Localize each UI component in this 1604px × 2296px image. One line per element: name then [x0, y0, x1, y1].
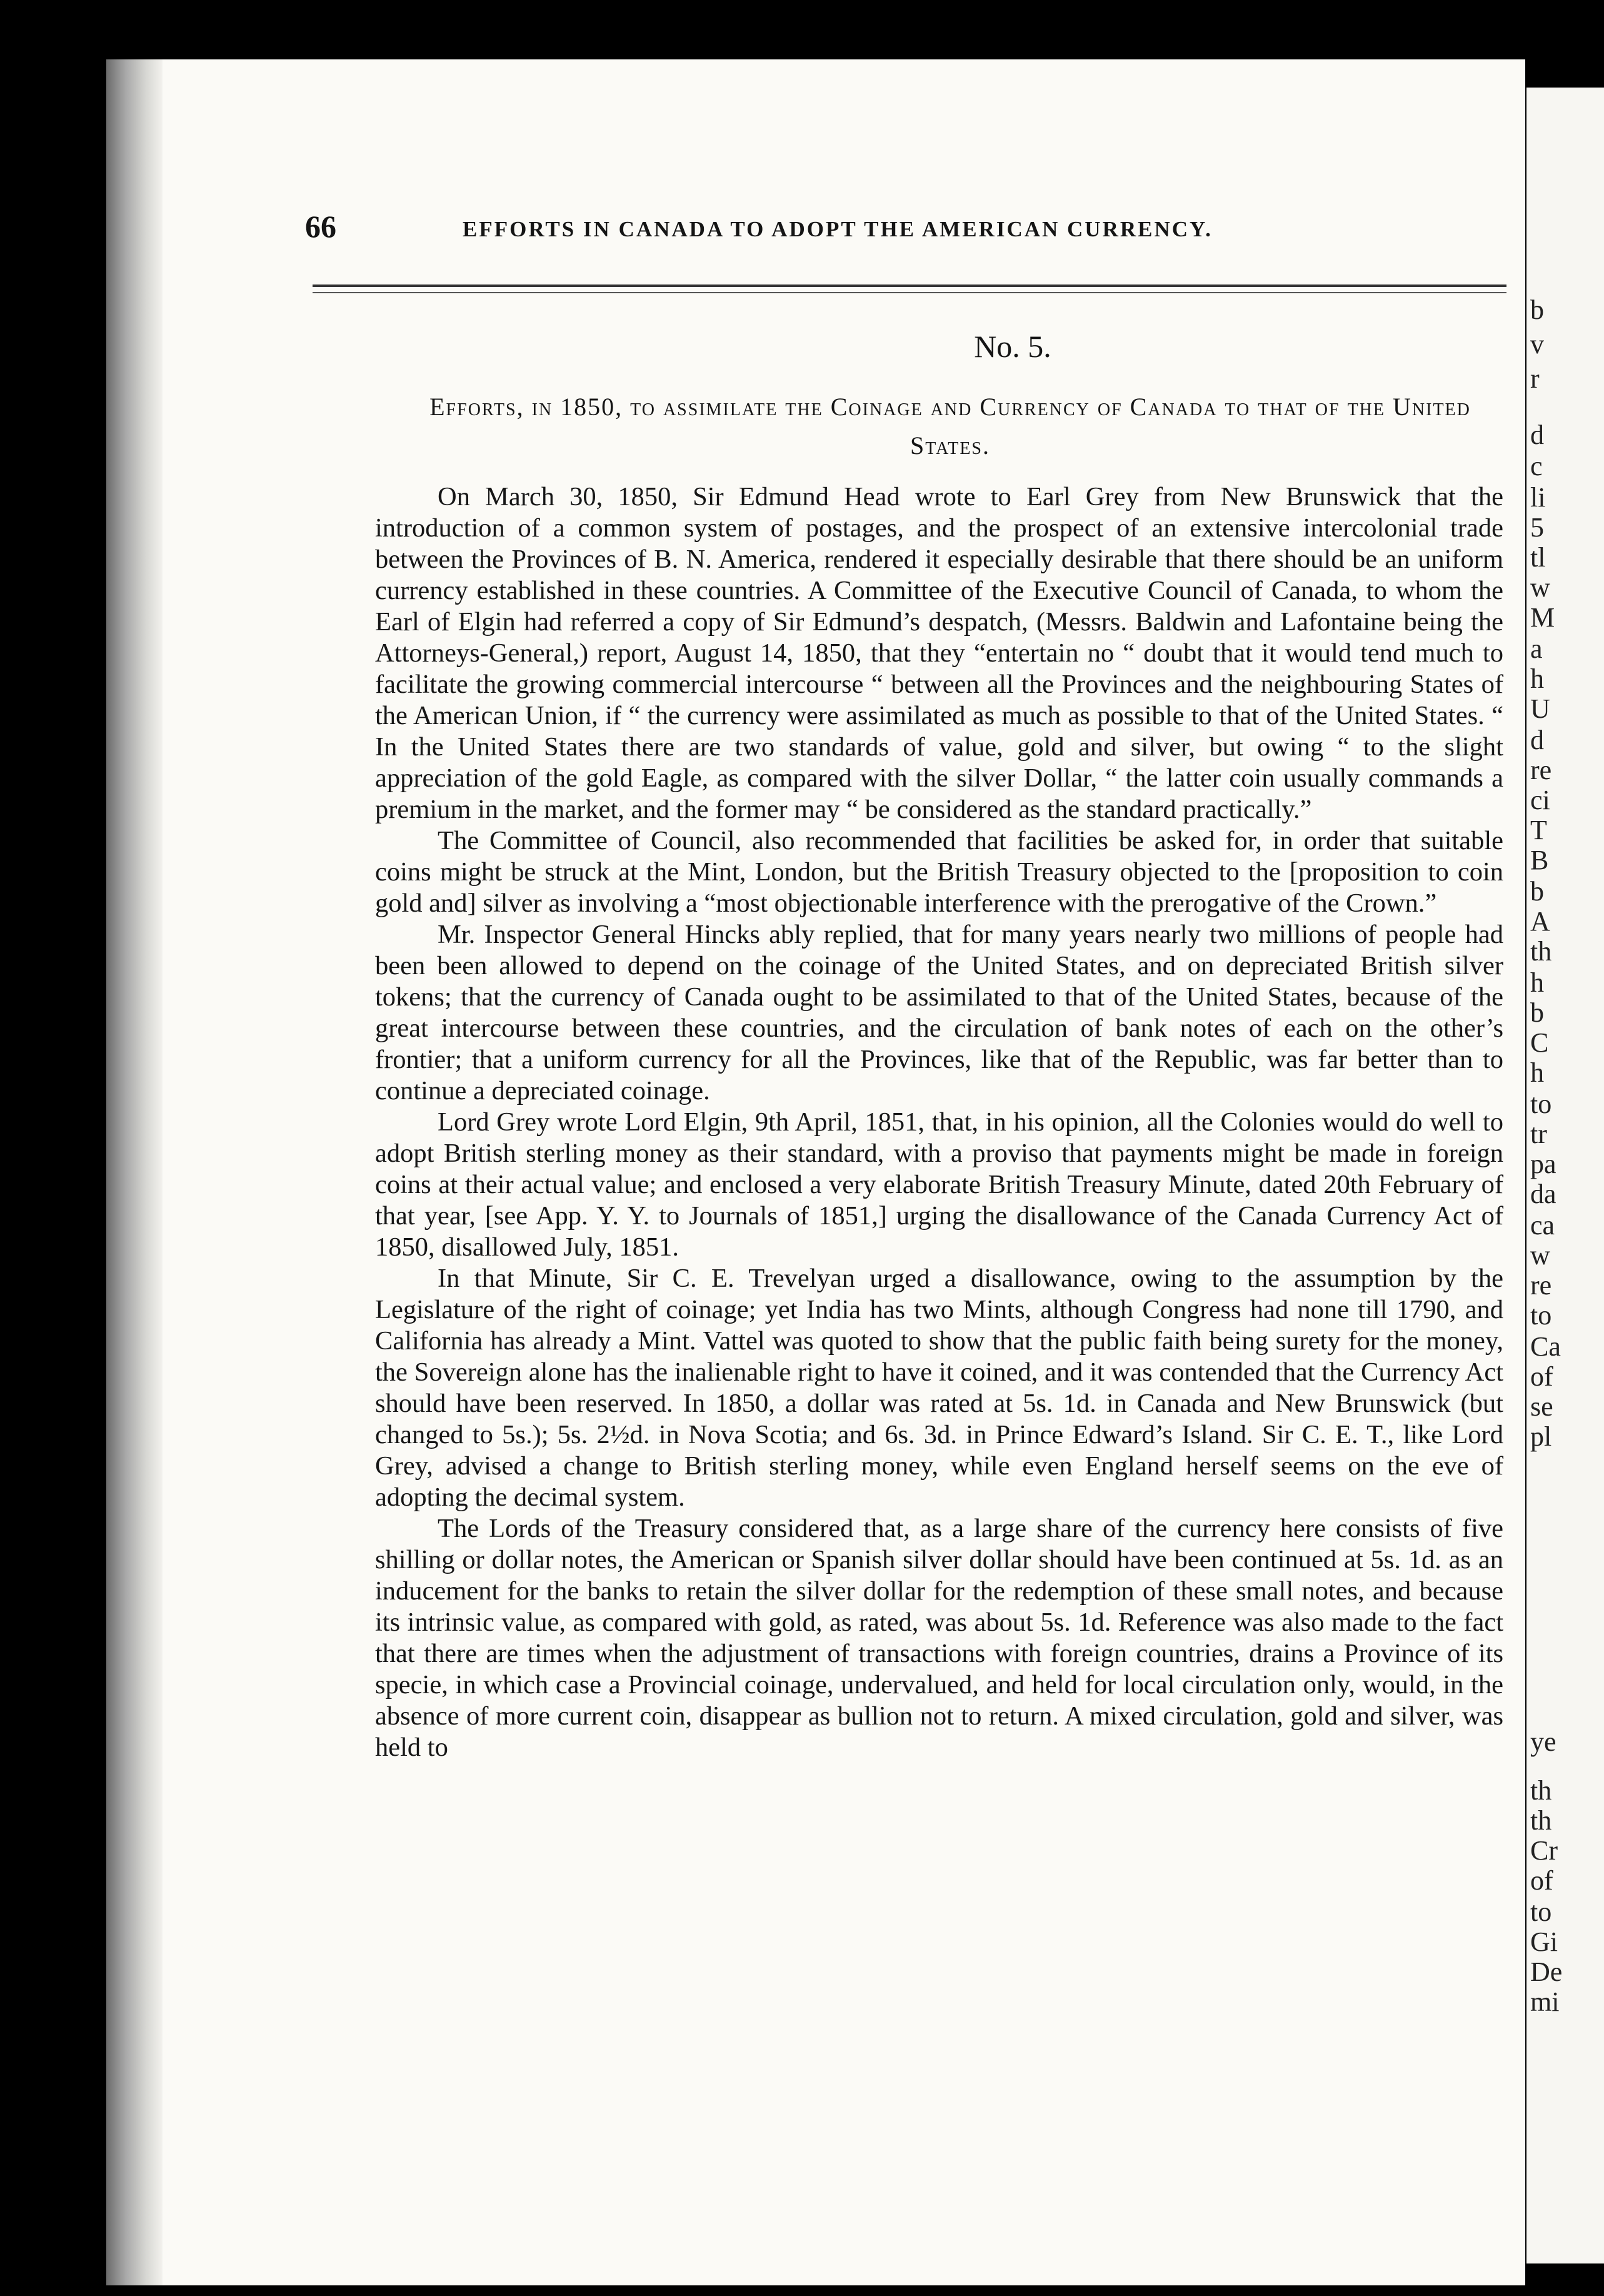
- adjacent-page-text-fragment: r: [1530, 363, 1540, 394]
- body-paragraph: Lord Grey wrote Lord Elgin, 9th April, 1851, that, in his opinion, all the Colonies would do well to adopt British sterling money as their standard, with a proviso that payments might be made in foreign coins at their actual value; and enclosed a very elaborate British Treasury Minute, dated 20th February of that year, [see App. Y. Y. to Journals of 1851,] urging the disallowance of the Canada Currency Act of 1850, disallowed July, 1851.: [375, 1107, 1503, 1262]
- adjacent-page-text-fragment: tl: [1530, 542, 1546, 573]
- adjacent-page-text-fragment: tr: [1530, 1119, 1547, 1149]
- adjacent-page-text-fragment: pl: [1530, 1421, 1552, 1452]
- adjacent-page-text-fragment: De: [1530, 1956, 1563, 1987]
- adjacent-page-text-fragment: Gi: [1530, 1926, 1558, 1957]
- adjacent-page-fragment: [1526, 88, 1604, 2263]
- adjacent-page-text-fragment: h: [1530, 967, 1544, 998]
- header-rule: [313, 284, 1506, 293]
- adjacent-page-text-fragment: Ca: [1530, 1331, 1561, 1362]
- adjacent-page-text-fragment: to: [1530, 1089, 1552, 1119]
- body-paragraph: The Committee of Council, also recommended that facilities be asked for, in order that suitable coins might be struck at the Mint, London, but the British Treasury objected to the [proposition to coin gold and] silver as involving a “most objectionable interference with the prerogative of the Crown.”: [375, 826, 1503, 918]
- adjacent-page-text-fragment: re: [1530, 755, 1552, 785]
- body-text: [375, 481, 1503, 1763]
- adjacent-page-text-fragment: A: [1530, 906, 1550, 937]
- adjacent-page-text-fragment: th: [1530, 936, 1552, 967]
- body-paragraph: On March 30, 1850, Sir Edmund Head wrote to Earl Grey from New Brunswick that the introduction of a common system of postages, and the prospect of an extensive intercolonial trade between the Provinces of B. N. America, rendered it especially desirable that there should be an uniform currency established in these countries. A Committee of the Executive Council of Canada, to whom the Earl of Elgin had referred a copy of Sir Edmund’s despatch, (Messrs. Baldwin and Lafontaine being the Attorneys-General,) report, August 14, 1850, that they “entertain no “ doubt that it would tend much to facilitate the growing commercial intercourse “ between all the Provinces and the neighbouring States of the American Union, if “ the currency were assimilated as much as possible to that of the United States. “ In the United States there are two standards of value, gold and silver, but owing “ to the slight appreciation of the gold Eagle, as compared with the silver Dollar, “ the latter coin usually commands a premium in the market, and the former may “ be considered as the standard practically.”: [375, 482, 1503, 824]
- adjacent-page-text-fragment: th: [1530, 1775, 1552, 1806]
- adjacent-page-text-fragment: w: [1530, 572, 1550, 603]
- adjacent-page-text-fragment: M: [1530, 602, 1555, 633]
- adjacent-page-text-fragment: B: [1530, 845, 1549, 875]
- adjacent-page-text-fragment: b: [1530, 295, 1544, 325]
- adjacent-page-text-fragment: th: [1530, 1805, 1552, 1836]
- book-spine-shadow: [106, 59, 163, 2285]
- adjacent-page-text-fragment: C: [1530, 1027, 1549, 1058]
- adjacent-page-text-fragment: d: [1530, 420, 1544, 450]
- adjacent-page-text-fragment: h: [1530, 1057, 1544, 1088]
- book-page: [106, 59, 1525, 2285]
- adjacent-page-text-fragment: c: [1530, 451, 1543, 481]
- adjacent-page-text-fragment: ye: [1530, 1726, 1556, 1757]
- document-number: No. 5.: [974, 329, 1051, 364]
- adjacent-page-text-fragment: of: [1530, 1361, 1553, 1392]
- adjacent-page-text-fragment: re: [1530, 1270, 1552, 1301]
- body-paragraph: In that Minute, Sir C. E. Trevelyan urged a disallowance, owing to the assumption by the Legislature of the right of coinage; yet India has two Mints, although Congress had none till 1790, and California has already a Mint. Vattel was quoted to show that the public faith being surety for the money, the Sovereign alone has the inalienable right to have it coined, and it was contended that the Currency Act should have been reserved. In 1850, a dollar was rated at 5s. 1d. in Canada and New Brunswick (but changed to 5s.); 5s. 2½d. in Nova Scotia; and 6s. 3d. in Prince Edward’s Island. Sir C. E. T., like Lord Grey, advised a change to British sterling money, while even England herself seems on the eve of adopting the decimal system.: [375, 1264, 1503, 1512]
- adjacent-page-text-fragment: T: [1530, 815, 1547, 845]
- body-paragraph: Mr. Inspector General Hincks ably replied, that for many years nearly two millions of people had been been allowed to depend on the coinage of the United States, and on depreciated British silver tokens; that the currency of Canada ought to be assimilated to that of the United States, because of the great intercourse between these countries, and the circulation of bank notes of each on the other’s frontier; that a uniform currency for all the Provinces, like that of the Republic, was far better than to continue a depreciated coinage.: [375, 920, 1503, 1105]
- adjacent-page-text-fragment: mi: [1530, 1986, 1560, 2017]
- adjacent-page-text-fragment: h: [1530, 663, 1544, 694]
- adjacent-page-text-fragment: a: [1530, 633, 1543, 664]
- adjacent-page-text-fragment: w: [1530, 1240, 1550, 1271]
- adjacent-page-text-fragment: li: [1530, 482, 1546, 513]
- adjacent-page-text-fragment: of: [1530, 1865, 1553, 1896]
- body-paragraph: The Lords of the Treasury considered that, as a large share of the currency here consists of five shilling or dollar notes, the American or Spanish silver dollar should have been continued at 5s. 1d. as an inducement for the banks to retain the silver dollar for the redemption of these small notes, and because its intrinsic value, as compared with gold, as rated, was about 5s. 1d. Reference was also made to the fact that there are times when the adjustment of transactions with foreign countries, drains a Province of its specie, in which case a Provincial coinage, undervalued, and held for local circulation only, would, in the absence of more current coin, disappear as bullion not to return. A mixed circulation, gold and silver, was held to: [375, 1514, 1503, 1762]
- running-title: EFFORTS IN CANADA TO ADOPT THE AMERICAN CURRENCY.: [463, 217, 1213, 241]
- adjacent-page-text-fragment: b: [1530, 997, 1544, 1028]
- adjacent-page-text-fragment: b: [1530, 876, 1544, 907]
- adjacent-page-text-fragment: 5: [1530, 512, 1544, 543]
- adjacent-page-text-fragment: U: [1530, 693, 1550, 724]
- adjacent-page-text-fragment: Cr: [1530, 1835, 1558, 1866]
- adjacent-page-text-fragment: pa: [1530, 1149, 1556, 1179]
- adjacent-page-text-fragment: da: [1530, 1179, 1556, 1209]
- adjacent-page-text-fragment: ci: [1530, 785, 1550, 815]
- adjacent-page-text-fragment: d: [1530, 725, 1544, 755]
- adjacent-page-text-fragment: v: [1530, 329, 1544, 360]
- adjacent-page-text-fragment: to: [1530, 1300, 1552, 1331]
- document-heading: Efforts, in 1850, to assimilate the Coinage and Currency of Canada to that of the United States.: [429, 393, 1471, 460]
- adjacent-page-text-fragment: se: [1530, 1391, 1553, 1422]
- adjacent-page-text-fragment: ca: [1530, 1210, 1555, 1241]
- page-number: 66: [305, 209, 336, 244]
- adjacent-page-text-fragment: to: [1530, 1896, 1552, 1927]
